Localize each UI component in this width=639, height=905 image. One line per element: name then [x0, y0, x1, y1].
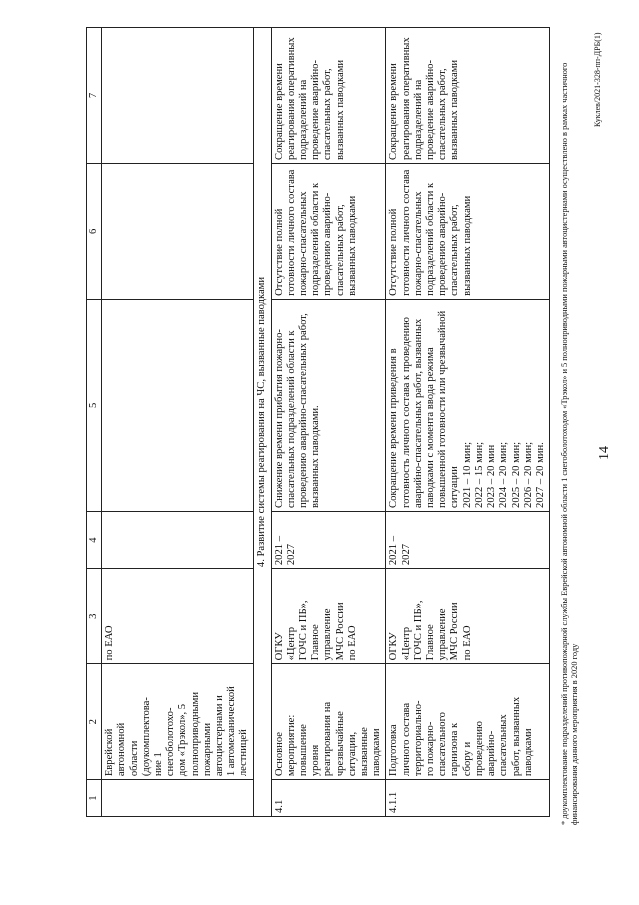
- col-header-2: 2: [87, 664, 102, 780]
- link-to-indicator: Сокращение времени реагирования оперативных подразделений на проведение аварийно-спасательных работ, вызванных паводками: [386, 28, 550, 164]
- table-row: [386, 28, 550, 817]
- measure-name: Подготовка личного состава территориально- го пожарно- спасательного гарнизона к сбору и проведению аварийно- спасательных работ, вызванных паводками: [386, 664, 550, 780]
- cell: Еврейской автономной области (доукомплектова- ние 1 снегоболотохо- дом «Трэкол», 5 полноприводными пожарными автоцистернами и 1 автомеханической лестницей: [102, 664, 253, 780]
- footnote: * доукомплектование подразделений противопожарной службы Еврейской автономной области 1 снегоболотоходом «Трэкол» и 5 полноприводными пожарными автоцистернами осуществлено в рамках частичного финансирования данного мероприятия в 2020 году: [560, 62, 579, 825]
- row-number: 4.1.1: [386, 780, 550, 817]
- expected-result: Снижение времени прибытия пожарно-спасательных подразделений области к проведению аварийно-спасательных работ, вызванных паводками.: [271, 299, 386, 511]
- cell: [102, 163, 253, 299]
- row-number: 4.1: [271, 780, 386, 817]
- cell: [102, 299, 253, 511]
- document-code: Куклев/2021-328-пп-ДРБ(1): [593, 32, 602, 127]
- expected-result: Сокращение времени приведения в готовность личного состава к проведению аварийно-спасательных работ, вызванных паводками с момента ввода режима повышенной готовности или чрезвычайной ситуации 2021 – 10 мин; 2022 – 15 мин; 2023 – 20 мин 2024 – 20 мин; 2025 – 20 мин; 2026 – 20 мин; 2027 – 20 мин.: [386, 299, 550, 511]
- col-header-3: 3: [87, 569, 102, 664]
- consequence: Отсутствие полной готовности личного состава пожарно-спасательных подразделений области к проведению аварийно-спасательных работ, вызванных паводками: [386, 163, 550, 299]
- period: 2021 – 2027: [386, 511, 550, 568]
- cell: по ЕАО: [102, 569, 253, 664]
- col-header-6: 6: [87, 163, 102, 299]
- col-header-7: 7: [87, 28, 102, 164]
- table-row: [102, 28, 253, 817]
- table-row: [271, 28, 386, 817]
- page-number: 14: [597, 445, 612, 460]
- cell: [102, 511, 253, 568]
- measure-name: Основное мероприятие: повышение уровня реагирования на чрезвычайные ситуации, вызванные паводками: [271, 664, 386, 780]
- link-to-indicator: Сокращение времени реагирования оперативных подразделений на проведение аварийно-спасательных работ, вызванных паводками: [271, 28, 386, 164]
- consequence: Отсутствие полной готовности личного состава пожарно-спасательных подразделений области к проведению аварийно-спасательных работ, вызванных паводками: [271, 163, 386, 299]
- section-title: 4. Развитие системы реагирования на ЧС, вызванные паводками: [253, 28, 271, 817]
- col-header-5: 5: [87, 299, 102, 511]
- col-header-4: 4: [87, 511, 102, 568]
- executor: ОГКУ «Центр ГОЧС и ПБ», Главное управление МЧС России по ЕАО: [386, 569, 550, 664]
- period: 2021 – 2027: [271, 511, 386, 568]
- header-row: [87, 28, 102, 817]
- cell: [102, 28, 253, 164]
- section-row: [253, 28, 271, 817]
- executor: ОГКУ «Центр ГОЧС и ПБ», Главное управление МЧС России по ЕАО: [271, 569, 386, 664]
- measures-table: [86, 27, 550, 817]
- col-header-1: 1: [87, 780, 102, 817]
- cell: [102, 780, 253, 817]
